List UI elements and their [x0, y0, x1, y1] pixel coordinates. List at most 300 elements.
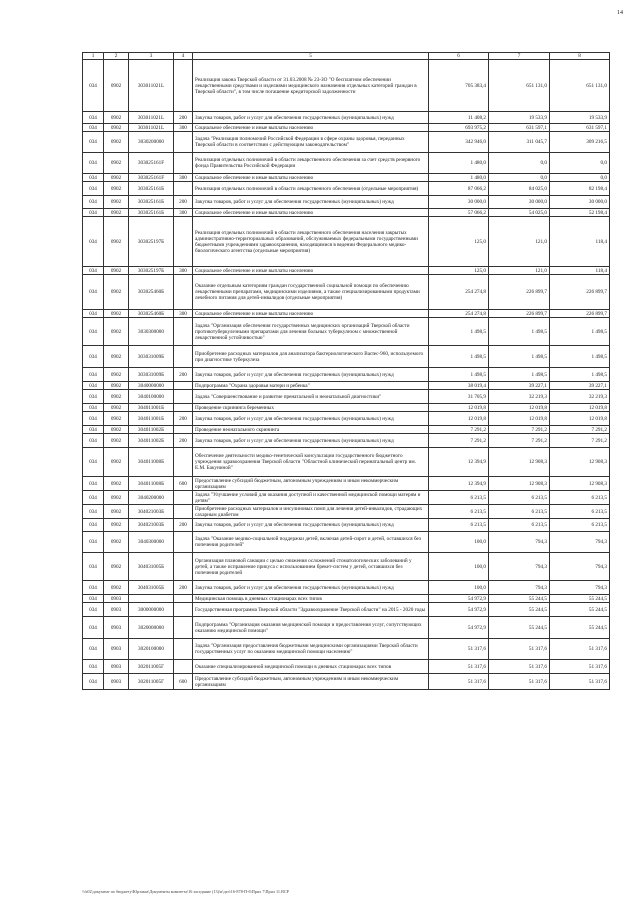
cell-description: Задача "Оказание медико-социальной поддержки детей, включая детей-сирот и детей, оставшихся без попечения родителей": [193, 532, 429, 553]
cell-section: 0902: [104, 404, 129, 412]
cell-amount-year2: 1 498,5: [489, 346, 550, 368]
cell-amount-year1: 254 274,8: [429, 275, 489, 310]
cell-expense-type: [174, 505, 193, 519]
cell-amount-year3: 51 317,6: [550, 674, 610, 690]
cell-admin-code: 034: [83, 434, 104, 448]
cell-amount-year3: 6 213,5: [550, 519, 610, 532]
cell-section: 0902: [104, 519, 129, 532]
cell-amount-year3: 12 019,8: [550, 412, 610, 426]
cell-section: 0902: [104, 553, 129, 581]
cell-amount-year2: 7 291,2: [489, 426, 550, 434]
cell-target-article: 303025197Б: [129, 267, 174, 275]
cell-amount-year1: 1 498,5: [429, 368, 489, 382]
cell-amount-year1: 125,0: [429, 217, 489, 267]
cell-amount-year1: 254 274,8: [429, 310, 489, 318]
cell-amount-year2: 55 244,5: [489, 617, 550, 639]
cell-description: Закупка товаров, работ и услуг для обеспечения государственных (муниципальных) нужд: [193, 112, 429, 124]
cell-section: 0902: [104, 532, 129, 553]
header-cell: 8: [550, 53, 610, 60]
cell-amount-year3: 7 291,2: [550, 426, 610, 434]
cell-target-article: 303025460Б: [129, 275, 174, 310]
cell-amount-year1: 51 317,6: [429, 660, 489, 674]
cell-target-article: 303031009Б: [129, 368, 174, 382]
cell-target-article: 304011002Б: [129, 434, 174, 448]
cell-description: Задача "Совершенствование и развитие пренатальной и неонатальной диагностики": [193, 390, 429, 404]
cell-target-article: 303031009Б: [129, 346, 174, 368]
cell-description: Закупка товаров, работ и услуг для обеспечения государственных (муниципальных) нужд: [193, 196, 429, 209]
cell-admin-code: 034: [83, 595, 104, 603]
cell-section: 0902: [104, 581, 129, 595]
cell-amount-year1: 7 291,2: [429, 434, 489, 448]
cell-amount-year2: 651 131,0: [489, 60, 550, 112]
cell-amount-year2: 121,0: [489, 267, 550, 275]
cell-description: Реализация отдельных полномочий в области лекарственного обеспечения за счет средств резервного фонда Правительства Российской Федерации: [193, 153, 429, 174]
cell-amount-year2: 226 899,7: [489, 275, 550, 310]
table-row: [83, 124, 610, 132]
cell-expense-type: 200: [174, 434, 193, 448]
cell-amount-year1: 30 000,0: [429, 196, 489, 209]
cell-amount-year1: 38 019,4: [429, 382, 489, 390]
cell-section: 0902: [104, 505, 129, 519]
table-row: [83, 553, 610, 581]
table-row: [83, 477, 610, 491]
cell-target-article: 3040300000: [129, 532, 174, 553]
cell-target-article: 303011021L: [129, 60, 174, 112]
table-row: [83, 581, 610, 595]
cell-amount-year3: 1 498,5: [550, 346, 610, 368]
cell-amount-year1: 54 972,9: [429, 603, 489, 617]
cell-expense-type: 200: [174, 368, 193, 382]
cell-description: Закупка товаров, работ и услуг для обеспечения государственных (муниципальных) нужд: [193, 368, 429, 382]
cell-description: Социальное обеспечение и иные выплаты населению: [193, 267, 429, 275]
cell-description: Социальное обеспечение и иные выплаты населению: [193, 174, 429, 182]
cell-section: 0903: [104, 595, 129, 603]
header-cell: 2: [104, 53, 129, 60]
table-row: [83, 426, 610, 434]
cell-amount-year3: 118,4: [550, 267, 610, 275]
cell-amount-year1: 31 705,9: [429, 390, 489, 404]
cell-section: 0903: [104, 639, 129, 660]
cell-admin-code: 034: [83, 426, 104, 434]
table-row: [83, 368, 610, 382]
cell-expense-type: [174, 217, 193, 267]
cell-amount-year1: 1 498,5: [429, 346, 489, 368]
cell-expense-type: [174, 532, 193, 553]
cell-admin-code: 034: [83, 581, 104, 595]
cell-amount-year1: 125,0: [429, 267, 489, 275]
cell-target-article: 304021003Б: [129, 519, 174, 532]
cell-admin-code: 034: [83, 477, 104, 491]
cell-amount-year3: 794,3: [550, 532, 610, 553]
cell-expense-type: 300: [174, 310, 193, 318]
cell-description: Предоставление субсидий бюджетным, автономным учреждениям и иным некоммерческим организациям: [193, 477, 429, 491]
cell-expense-type: 300: [174, 209, 193, 217]
table-row: [83, 404, 610, 412]
cell-section: 0903: [104, 603, 129, 617]
cell-amount-year1: 342 946,0: [429, 132, 489, 153]
cell-target-article: 303025161F: [129, 153, 174, 174]
cell-section: 0902: [104, 60, 129, 112]
table-row: [83, 310, 610, 318]
cell-expense-type: [174, 346, 193, 368]
table-row: [83, 434, 610, 448]
cell-section: 0902: [104, 448, 129, 477]
cell-target-article: 3030300000: [129, 318, 174, 346]
cell-admin-code: 034: [83, 124, 104, 132]
cell-admin-code: 034: [83, 310, 104, 318]
cell-section: 0903: [104, 660, 129, 674]
cell-section: 0902: [104, 491, 129, 505]
table-row: [83, 275, 610, 310]
cell-amount-year1: 87 066,2: [429, 182, 489, 196]
cell-section: 0902: [104, 112, 129, 124]
cell-amount-year3: 12 908,3: [550, 448, 610, 477]
cell-target-article: 304011001Б: [129, 412, 174, 426]
cell-admin-code: 034: [83, 660, 104, 674]
cell-expense-type: [174, 404, 193, 412]
cell-target-article: 304011008Б: [129, 477, 174, 491]
cell-admin-code: 034: [83, 153, 104, 174]
table-row: [83, 519, 610, 532]
cell-target-article: 304011001Б: [129, 404, 174, 412]
table-row: [83, 196, 610, 209]
cell-expense-type: [174, 448, 193, 477]
table-header-row: [83, 53, 610, 60]
cell-expense-type: [174, 491, 193, 505]
table-row: [83, 346, 610, 368]
header-cell: 3: [129, 53, 174, 60]
cell-expense-type: 200: [174, 412, 193, 426]
cell-expense-type: [174, 617, 193, 639]
cell-expense-type: [174, 660, 193, 674]
cell-amount-year2: 12 908,3: [489, 448, 550, 477]
cell-expense-type: [174, 595, 193, 603]
cell-admin-code: 034: [83, 346, 104, 368]
cell-target-article: 303025460Б: [129, 310, 174, 318]
cell-amount-year1: 1 480,0: [429, 153, 489, 174]
cell-section: 0902: [104, 153, 129, 174]
cell-amount-year2: 226 899,7: [489, 310, 550, 318]
cell-amount-year3: 794,3: [550, 581, 610, 595]
table-row: [83, 660, 610, 674]
cell-amount-year2: 32 219,3: [489, 390, 550, 404]
cell-target-article: 304011008Б: [129, 448, 174, 477]
cell-amount-year1: 54 972,9: [429, 617, 489, 639]
header-cell: 6: [429, 53, 489, 60]
cell-target-article: 303025197Б: [129, 217, 174, 267]
cell-amount-year2: 12 908,3: [489, 477, 550, 491]
cell-amount-year2: 51 317,6: [489, 660, 550, 674]
cell-target-article: 3040200000: [129, 491, 174, 505]
cell-section: 0902: [104, 275, 129, 310]
table-row: [83, 595, 610, 603]
cell-target-article: [129, 595, 174, 603]
cell-expense-type: 600: [174, 477, 193, 491]
cell-description: Приобретение расходных материалов для анализатора бактериологического Bactec-960, используемого при диагностике туберкулеза: [193, 346, 429, 368]
cell-expense-type: 300: [174, 174, 193, 182]
table-row: [83, 505, 610, 519]
cell-admin-code: 034: [83, 603, 104, 617]
cell-admin-code: 034: [83, 639, 104, 660]
cell-amount-year1: 6 213,5: [429, 491, 489, 505]
table-row: [83, 318, 610, 346]
cell-section: 0902: [104, 174, 129, 182]
cell-admin-code: 034: [83, 448, 104, 477]
header-cell: 4: [174, 53, 193, 60]
cell-section: 0902: [104, 382, 129, 390]
table-row: [83, 491, 610, 505]
cell-description: Реализация отдельных полномочий в области лекарственного обеспечения населения закрытых административно-территориальных образований, обслуживаемых федеральными государственными бюджетными учреждениями здравоохранения, находящимися в ведении Федерального медико-биологического агентства (отдельные мероприятия): [193, 217, 429, 267]
cell-target-article: 303011021L: [129, 112, 174, 124]
cell-amount-year2: 30 000,0: [489, 196, 550, 209]
cell-admin-code: 034: [83, 617, 104, 639]
cell-expense-type: [174, 603, 193, 617]
cell-amount-year1: 51 317,6: [429, 674, 489, 690]
cell-description: Подпрограмма "Организация оказания медицинской помощи и предоставления услуг, сопутствующих оказанию медицинской помощи": [193, 617, 429, 639]
cell-description: Подпрограмма "Охрана здоровья матери и ребенка": [193, 382, 429, 390]
cell-amount-year1: 6 213,5: [429, 519, 489, 532]
cell-amount-year1: 12 394,9: [429, 448, 489, 477]
cell-amount-year2: 39 227,1: [489, 382, 550, 390]
cell-expense-type: [174, 553, 193, 581]
cell-expense-type: 600: [174, 674, 193, 690]
table-row: [83, 412, 610, 426]
cell-admin-code: 034: [83, 505, 104, 519]
file-path-footer: \\fs02\документ по бюджету\Юрзаказ\Документы комитета\16 заседание (13)\и\дел\16-878-П-6\Прил 7\Прил 11.ВСР: [82, 889, 289, 894]
cell-amount-year3: 0,0: [550, 174, 610, 182]
table-row: [83, 674, 610, 690]
cell-target-article: 3040000000: [129, 382, 174, 390]
cell-expense-type: [174, 60, 193, 112]
cell-target-article: 3000000000: [129, 603, 174, 617]
table-row: [83, 448, 610, 477]
cell-amount-year2: 12 019,8: [489, 412, 550, 426]
cell-amount-year3: 226 899,7: [550, 310, 610, 318]
cell-description: Организация плановой санации с целью снижения осложнений стоматологических заболеваний у детей, а также исправление прикуса с использованием брекет-систем у детей, оставшихся без попечения родителей: [193, 553, 429, 581]
cell-admin-code: 034: [83, 390, 104, 404]
cell-admin-code: 034: [83, 532, 104, 553]
cell-expense-type: [174, 318, 193, 346]
cell-amount-year3: 7 291,2: [550, 434, 610, 448]
cell-admin-code: 034: [83, 318, 104, 346]
budget-table: [82, 52, 610, 690]
cell-amount-year3: 118,4: [550, 217, 610, 267]
cell-expense-type: 200: [174, 519, 193, 532]
cell-target-article: 304031005Б: [129, 553, 174, 581]
cell-amount-year2: 6 213,5: [489, 519, 550, 532]
cell-admin-code: 034: [83, 491, 104, 505]
cell-admin-code: 034: [83, 132, 104, 153]
cell-target-article: 303025161Б: [129, 196, 174, 209]
cell-amount-year3: 52 198,4: [550, 209, 610, 217]
cell-expense-type: [174, 182, 193, 196]
cell-expense-type: [174, 390, 193, 404]
table-row: [83, 532, 610, 553]
table-row: [83, 209, 610, 217]
cell-section: 0902: [104, 412, 129, 426]
cell-target-article: 303025161Б: [129, 209, 174, 217]
cell-expense-type: 300: [174, 267, 193, 275]
cell-target-article: 303011021L: [129, 124, 174, 132]
table-row: [83, 382, 610, 390]
page-number: 14: [617, 10, 623, 16]
cell-expense-type: [174, 153, 193, 174]
cell-expense-type: 200: [174, 112, 193, 124]
cell-section: 0902: [104, 477, 129, 491]
cell-amount-year3: 51 317,6: [550, 639, 610, 660]
cell-expense-type: [174, 426, 193, 434]
cell-expense-type: [174, 275, 193, 310]
cell-description: Реализация отдельных полномочий в области лекарственного обеспечения (отдельные мероприятия): [193, 182, 429, 196]
cell-amount-year3: 1 498,5: [550, 318, 610, 346]
cell-admin-code: 034: [83, 412, 104, 426]
cell-amount-year3: 12 019,8: [550, 404, 610, 412]
cell-section: 0902: [104, 346, 129, 368]
cell-description: Оказание специализированной медицинской помощи в дневных стационарах всех типов: [193, 660, 429, 674]
cell-amount-year2: 311 045,7: [489, 132, 550, 153]
cell-admin-code: 034: [83, 404, 104, 412]
header-cell: 5: [193, 53, 429, 60]
table-row: [83, 132, 610, 153]
cell-amount-year2: 794,3: [489, 532, 550, 553]
cell-amount-year3: 1 498,5: [550, 368, 610, 382]
cell-amount-year2: 0,0: [489, 174, 550, 182]
cell-section: 0902: [104, 196, 129, 209]
cell-amount-year2: 55 244,5: [489, 595, 550, 603]
cell-amount-year3: 51 317,6: [550, 660, 610, 674]
cell-target-article: 3020100000: [129, 639, 174, 660]
cell-amount-year1: 693 975,2: [429, 124, 489, 132]
cell-section: 0902: [104, 182, 129, 196]
cell-description: Реализация закона Тверской области от 31.03.2008 № 23-ЗО "О бесплатном обеспечении лекарственными средствами и изделиями медицинского назначения отдельных категорий граждан в Тверской области", в том числе погашение кредиторской задолженности: [193, 60, 429, 112]
cell-target-article: 304031005Б: [129, 581, 174, 595]
cell-amount-year3: 631 597,1: [550, 124, 610, 132]
cell-description: Медицинская помощь в дневных стационарах всех типов: [193, 595, 429, 603]
cell-amount-year1: 100,0: [429, 553, 489, 581]
cell-target-article: 3020000000: [129, 617, 174, 639]
cell-admin-code: 034: [83, 112, 104, 124]
cell-amount-year1: 12 019,8: [429, 404, 489, 412]
cell-amount-year1: 6 213,5: [429, 505, 489, 519]
cell-expense-type: 300: [174, 124, 193, 132]
cell-expense-type: 200: [174, 581, 193, 595]
cell-amount-year2: 55 244,5: [489, 603, 550, 617]
cell-section: 0902: [104, 434, 129, 448]
cell-amount-year1: 100,0: [429, 532, 489, 553]
table-row: [83, 217, 610, 267]
cell-admin-code: 034: [83, 174, 104, 182]
cell-amount-year1: 1 498,5: [429, 318, 489, 346]
cell-section: 0902: [104, 310, 129, 318]
cell-amount-year2: 84 025,0: [489, 182, 550, 196]
cell-description: Задача "Организация обеспечения государственных медицинских организаций Тверской области противотуберкулезными препаратами для лечения больных туберкулезом с множественной лекарственной устойчивостью": [193, 318, 429, 346]
cell-section: 0902: [104, 217, 129, 267]
table-row: [83, 60, 610, 112]
cell-amount-year3: 82 198,4: [550, 182, 610, 196]
cell-amount-year2: 7 291,2: [489, 434, 550, 448]
table-row: [83, 267, 610, 275]
cell-amount-year3: 12 908,3: [550, 477, 610, 491]
cell-section: 0902: [104, 426, 129, 434]
cell-description: Закупка товаров, работ и услуг для обеспечения государственных (муниципальных) нужд: [193, 434, 429, 448]
cell-description: Обеспечение деятельности медико-генетической консультации государственного бюджетного учреждения здравоохранения Тверской области "Областной клинический перинатальный центр им. Е.М. Бакуниной": [193, 448, 429, 477]
cell-description: Закупка товаров, работ и услуг для обеспечения государственных (муниципальных) нужд: [193, 412, 429, 426]
table-row: [83, 174, 610, 182]
cell-amount-year2: 121,0: [489, 217, 550, 267]
cell-amount-year3: 55 244,5: [550, 617, 610, 639]
cell-target-article: 304011002Б: [129, 426, 174, 434]
cell-description: Оказание отдельным категориям граждан государственной социальной помощи по обеспечению лекарственными препаратами, медицинскими изделиями, а также специализированными продуктами лечебного питания для детей-инвалидов (отдельные мероприятия): [193, 275, 429, 310]
cell-description: Государственная программа Тверской области "Здравоохранение Тверской области" на 2015 - 2020 годы: [193, 603, 429, 617]
cell-amount-year3: 651 131,0: [550, 60, 610, 112]
cell-amount-year3: 55 244,5: [550, 595, 610, 603]
cell-amount-year1: 12 394,9: [429, 477, 489, 491]
cell-description: Закупка товаров, работ и услуг для обеспечения государственных (муниципальных) нужд: [193, 519, 429, 532]
cell-amount-year3: 30 000,0: [550, 196, 610, 209]
cell-amount-year2: 1 498,5: [489, 368, 550, 382]
cell-description: Задача "Улучшение условий для оказания доступной и качественной медицинской помощи матерям и детям": [193, 491, 429, 505]
cell-amount-year2: 6 213,5: [489, 491, 550, 505]
cell-admin-code: 034: [83, 60, 104, 112]
cell-section: 0903: [104, 617, 129, 639]
cell-section: 0902: [104, 390, 129, 404]
cell-amount-year3: 6 213,5: [550, 505, 610, 519]
cell-admin-code: 034: [83, 368, 104, 382]
table-row: [83, 603, 610, 617]
cell-admin-code: 034: [83, 519, 104, 532]
cell-target-article: 303025161Б: [129, 182, 174, 196]
cell-amount-year3: 55 244,5: [550, 603, 610, 617]
cell-target-article: 302011005Г: [129, 674, 174, 690]
cell-amount-year2: 0,0: [489, 153, 550, 174]
cell-description: Задача "Реализация полномочий Российской Федерации в сфере охраны здоровья, переданных Тверской области в соответствии с действующим законодательством": [193, 132, 429, 153]
cell-target-article: 3040100000: [129, 390, 174, 404]
cell-amount-year2: 54 025,0: [489, 209, 550, 217]
cell-amount-year2: 6 213,5: [489, 505, 550, 519]
cell-description: Проведение скрининга беременных: [193, 404, 429, 412]
cell-amount-year3: 19 533,9: [550, 112, 610, 124]
cell-amount-year3: 226 899,7: [550, 275, 610, 310]
cell-section: 0902: [104, 132, 129, 153]
cell-expense-type: 200: [174, 196, 193, 209]
cell-description: Предоставление субсидий бюджетным, автономным учреждениям и иным некоммерческим организациям: [193, 674, 429, 690]
cell-expense-type: [174, 382, 193, 390]
table-row: [83, 182, 610, 196]
cell-amount-year2: 1 498,5: [489, 318, 550, 346]
cell-target-article: 303025161F: [129, 174, 174, 182]
cell-amount-year3: 39 227,1: [550, 382, 610, 390]
cell-admin-code: 034: [83, 553, 104, 581]
cell-amount-year1: 11 408,2: [429, 112, 489, 124]
cell-admin-code: 034: [83, 382, 104, 390]
table-row: [83, 153, 610, 174]
cell-admin-code: 034: [83, 196, 104, 209]
cell-amount-year2: 12 019,8: [489, 404, 550, 412]
cell-admin-code: 034: [83, 217, 104, 267]
cell-description: Задача "Организация предоставления бюджетными медицинскими организациями Тверской области государственных услуг по оказанию медицинской помощи населению": [193, 639, 429, 660]
table-row: [83, 617, 610, 639]
cell-amount-year2: 51 317,6: [489, 674, 550, 690]
cell-section: 0902: [104, 267, 129, 275]
cell-target-article: 304021003Б: [129, 505, 174, 519]
header-cell: 7: [489, 53, 550, 60]
cell-section: 0902: [104, 124, 129, 132]
header-cell: 1: [83, 53, 104, 60]
cell-amount-year3: 6 213,5: [550, 491, 610, 505]
cell-amount-year3: 309 216,5: [550, 132, 610, 153]
cell-section: 0902: [104, 368, 129, 382]
cell-amount-year2: 51 317,6: [489, 639, 550, 660]
